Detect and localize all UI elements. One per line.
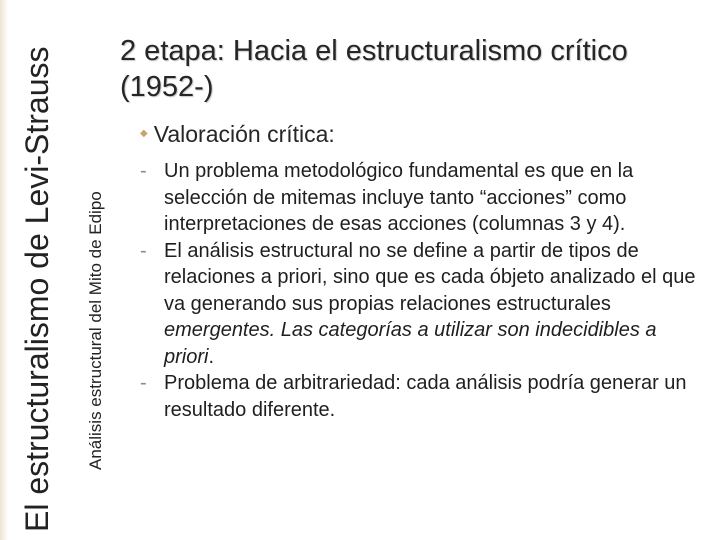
diamond-bullet-icon: ◆ [140,128,148,139]
list-item-text: El análisis estructural no se define a partir de tipos de relaciones a priori, sino que es cada óbjeto analizado el que va generando sus propias relaciones estructurales [164,239,696,315]
vertical-section-subtitle: Análisis estructural del Mito de Edipo [86,191,105,470]
list-item [140,158,700,238]
list-item [140,370,700,423]
left-decorative-band [0,0,8,540]
list-item-italic-text: emergentes. Las categorías a utilizar son indecidibles a priori [164,319,657,368]
bullet-list [140,158,700,423]
list-item-text: Problema de arbitrariedad: cada análisis podría generar un resultado diferente. [164,372,687,421]
list-item [140,238,700,371]
list-item-text-wrap [164,238,700,371]
dash-bullet: - [140,372,147,394]
dash-bullet: - [140,239,147,262]
list-item-text: Un problema metodológico fundamental es que en la selección de mitemas incluye tanto “acciones” como interpretaciones de esas acciones (columnas 3 y 4). [164,160,634,235]
list-item-text-end: . [208,345,215,368]
vertical-section-title: El estructuralismo de Levi-Strauss [19,46,55,532]
slide-title: 2 etapa: Hacia el estructuralismo crítico (1952-) [120,35,628,103]
subheading-text: Valoración crítica: [153,121,335,147]
subheading [140,120,335,148]
dash-bullet: - [140,160,147,182]
